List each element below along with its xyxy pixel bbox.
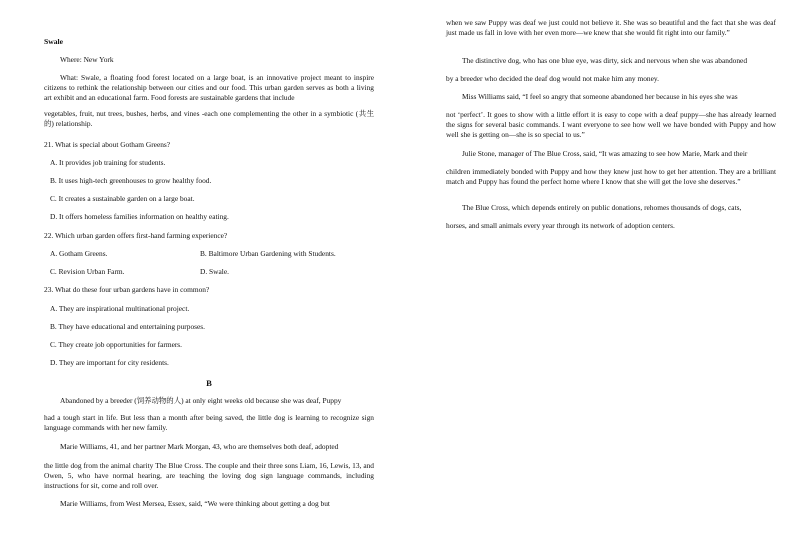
right-column <box>446 0 776 560</box>
what-paragraph-cont: vegetables, fruit, nut trees, bushes, herbs, and vines -each one complementing the other in a symbiotic (共生的) relationship. <box>44 109 374 129</box>
question-21-option-d: D. It offers homeless families information on healthy eating. <box>50 212 229 221</box>
right-paragraph-4-cont: children immediately bonded with Puppy and how they knew just how to get her attention. They are a brilliant match and Puppy has found the perfect home where I know that she will get the love she deserves.” <box>446 167 776 187</box>
question-21-option-c: C. It creates a sustainable garden on a large boat. <box>50 194 195 203</box>
passage-b-paragraph-3: Marie Williams, from West Mersea, Essex, said, “We were thinking about getting a dog but <box>60 499 330 508</box>
right-paragraph-5: The Blue Cross, which depends entirely on public donations, rehomes thousands of dogs, cats, <box>462 203 742 212</box>
question-23-option-a: A. They are inspirational multinational project. <box>50 304 190 313</box>
left-column <box>44 0 374 560</box>
question-23-option-d: D. They are important for city residents. <box>50 358 169 367</box>
question-22-stem: 22. Which urban garden offers first-hand farming experience? <box>44 231 228 240</box>
question-23-option-b: B. They have educational and entertaining purposes. <box>50 322 206 331</box>
question-22-option-a: A. Gotham Greens. <box>50 249 108 258</box>
right-paragraph-1: when we saw Puppy was deaf we just could not believe it. She was so beautiful and the fact that she was deaf just made us fall in love with her even more—we knew that she would fit right into our family.” <box>446 18 776 38</box>
section-b-heading: B <box>206 378 212 388</box>
question-22-option-c: C. Revision Urban Farm. <box>50 267 125 276</box>
question-22-options-row1 <box>44 249 380 259</box>
question-21-option-b: B. It uses high-tech greenhouses to grow healthy food. <box>50 176 212 185</box>
question-22-option-b: B. Baltimore Urban Gardening with Students. <box>200 249 336 258</box>
right-paragraph-5-cont: horses, and small animals every year through its network of adoption centers. <box>446 221 675 230</box>
what-paragraph: What: Swale, a floating food forest located on a large boat, is an innovative project meant to inspire citizens to rethink the relationship between our cities and our food. This urban garden serves as both a living art exhibit and an educational farm. Food forests are sustainable gardens that include <box>44 73 374 103</box>
question-22-option-d: D. Swale. <box>200 267 229 276</box>
passage-b-paragraph-1: Abandoned by a breeder (饲养动物的人) at only eight weeks old because she was deaf, Puppy <box>60 396 342 405</box>
right-paragraph-3-cont: not ‘perfect’. It goes to show with a little effort it is easy to cope with a deaf puppy—she has already learned the signs for several basic commands. I want everyone to see how well we have bonded with Puppy and how well she is getting on—she is so special to us.” <box>446 110 776 140</box>
question-23-option-c: C. They create job opportunities for farmers. <box>50 340 183 349</box>
question-21-stem: 21. What is special about Gotham Greens? <box>44 140 171 149</box>
passage-b-paragraph-2-cont: the little dog from the animal charity The Blue Cross. The couple and their three sons Liam, 16, Lewis, 13, and Owen, 5, who have normal hearing, are teaching the loving dog sign language commands, including instructions for sit, come and roll over. <box>44 461 374 491</box>
right-paragraph-4: Julie Stone, manager of The Blue Cross, said, “It was amazing to see how Marie, Mark and their <box>462 149 748 158</box>
question-22-options-row2 <box>44 267 380 277</box>
passage-title: Swale <box>44 37 63 46</box>
question-23-stem: 23. What do these four urban gardens have in common? <box>44 285 210 294</box>
passage-b-paragraph-2: Marie Williams, 41, and her partner Mark Morgan, 43, who are themselves both deaf, adopted <box>60 442 339 451</box>
right-paragraph-2-cont: by a breeder who decided the deaf dog would not make him any money. <box>446 74 659 83</box>
passage-b-paragraph-1-cont: had a tough start in life. But less than a month after being saved, the little dog is learning to recognize sign language commands with her new family. <box>44 413 374 433</box>
where-line: Where: New York <box>60 55 114 64</box>
right-paragraph-3: Miss Williams said, “I feel so angry that someone abandoned her because in his eyes she was <box>462 92 738 101</box>
right-paragraph-2: The distinctive dog, who has one blue eye, was dirty, sick and nervous when she was abandoned <box>462 56 748 65</box>
question-21-option-a: A. It provides job training for students. <box>50 158 166 167</box>
